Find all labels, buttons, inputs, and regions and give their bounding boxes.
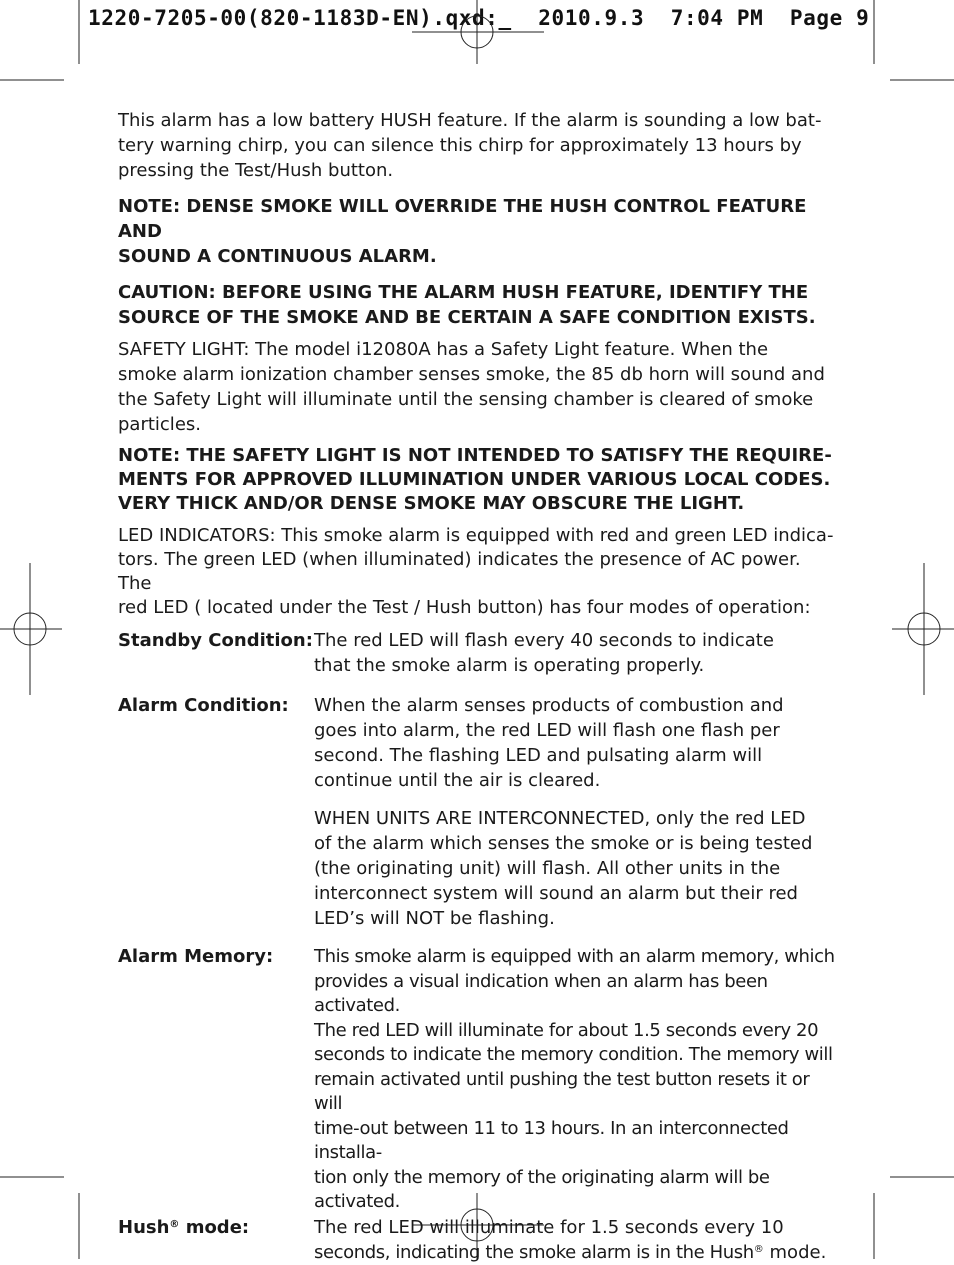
led-indicators-paragraph: LED INDICATORS: This smoke alarm is equipped with red and green LED indica- tors. The green LED (when illuminated) indicates the presence of AC power. The red LED ( located under the Test / Hush button) has four modes of operation: bbox=[118, 525, 834, 618]
hush-caution: CAUTION: BEFORE USING THE ALARM HUSH FEATURE, IDENTIFY THE SOURCE OF THE SMOKE AND BE CERTAIN A SAFE CONDITION EXISTS. bbox=[118, 282, 816, 328]
safety-light-note: NOTE: THE SAFETY LIGHT IS NOT INTENDED TO SATISFY THE REQUIRE- MENTS FOR APPROVED ILLUMINATION UNDER VARIOUS LOCAL CODES. VERY THICK AND/OR DENSE SMOKE MAY OBSCURE THE LIGHT. bbox=[118, 445, 832, 514]
interconnected-description: WHEN UNITS ARE INTERCONNECTED, only the red LED of the alarm which senses the smoke or is being tested (the originating unit) will flash. All other units in the interconnect system will sound an alarm but their red LED’s will NOT be flashing. bbox=[314, 808, 813, 929]
hush-mode-description: The red LED will illuminate for 1.5 seconds every 10 seconds, indicating the smoke alarm is in the Hush® mode. bbox=[314, 1216, 827, 1263]
alarm-memory-row bbox=[118, 945, 838, 1215]
safety-light-paragraph: SAFETY LIGHT: The model i12080A has a Safety Light feature. When the smoke alarm ionization chamber senses smoke, the 85 db horn will sound and the Safety Light will illuminate until the sensing chamber is cleared of smoke particles. bbox=[118, 339, 825, 435]
registered-mark: ® bbox=[169, 1218, 180, 1230]
file-slug: 1220-7205-00(820-1183D-EN).qxd:_ 2010.9.3 7:04 PM Page 9 bbox=[88, 6, 870, 30]
standby-condition-term: Standby Condition: bbox=[118, 630, 313, 651]
page-content bbox=[118, 108, 838, 1265]
alarm-condition-row bbox=[118, 693, 838, 931]
low-battery-hush-paragraph: This alarm has a low battery HUSH feature. If the alarm is sounding a low bat- tery warning chirp, you can silence this chirp for approximately 13 hours by pressing the Test/Hush button. bbox=[118, 110, 822, 181]
standby-condition-row bbox=[118, 628, 838, 678]
hush-mode-term: Hush® mode: bbox=[118, 1216, 250, 1238]
standby-condition-description: The red LED will flash every 40 seconds to indicate that the smoke alarm is operating properly. bbox=[314, 630, 774, 676]
alarm-condition-description: When the alarm senses products of combustion and goes into alarm, the red LED will flash one flash per second. The flashing LED and pulsating alarm will continue until the air is cleared. WHEN UNITS ARE INTERCONNECTED, only the red LED of the alarm which senses the smoke or is being tested (the originating unit) will flash. All other units in the interconnect system will sound an alarm but their red LED’s will NOT be flashing. bbox=[314, 693, 838, 931]
dense-smoke-note: NOTE: DENSE SMOKE WILL OVERRIDE THE HUSH CONTROL FEATURE AND SOUND A CONTINUOUS ALARM. bbox=[118, 196, 807, 267]
registered-mark: ® bbox=[753, 1243, 764, 1255]
alarm-memory-description: This smoke alarm is equipped with an alarm memory, which provides a visual indication when an alarm has been activated. The red LED will illuminate for about 1.5 seconds every 20 seconds to indicate the memory condition. The memory will remain activated until pushing the test button resets it or will time-out between 11 to 13 hours. In an interconnected installa- tion only the memory of the originating alarm will be activated. bbox=[314, 946, 835, 1212]
hush-mode-row bbox=[118, 1215, 838, 1265]
alarm-memory-term: Alarm Memory: bbox=[118, 946, 274, 967]
alarm-condition-term: Alarm Condition: bbox=[118, 695, 289, 716]
